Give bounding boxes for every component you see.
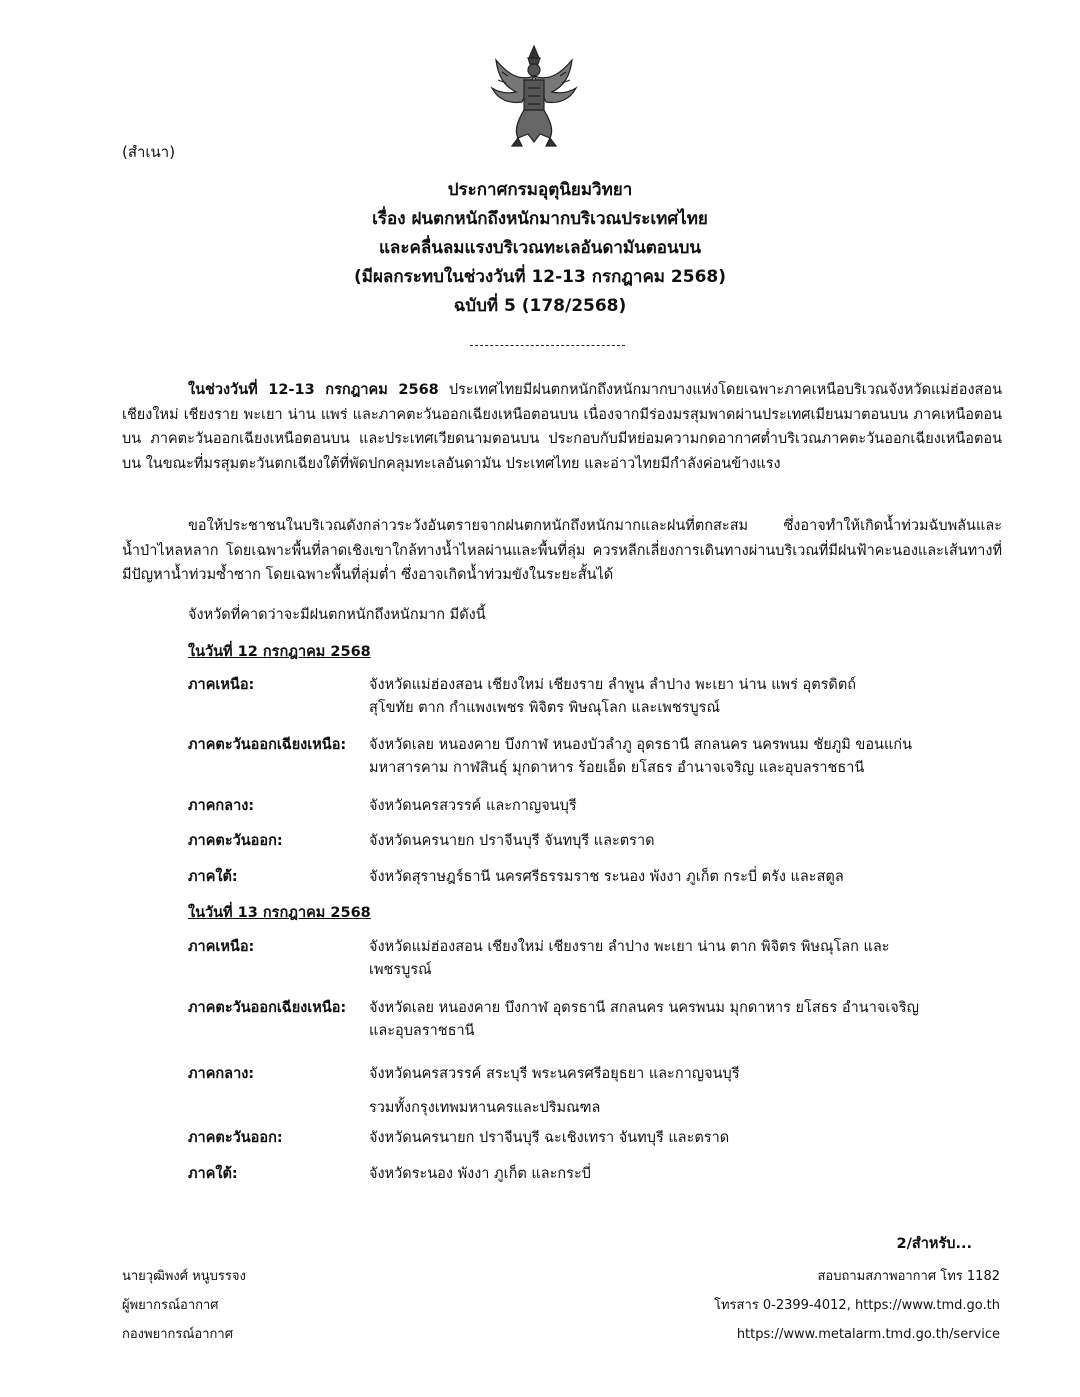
next-page-marker: 2/สำหรับ... [896, 1236, 972, 1252]
region-name: ภาคเหนือ: [188, 939, 255, 955]
title-line: ประกาศกรมอุตุนิยมวิทยา [447, 180, 633, 200]
contact-fax-website: โทรสาร 0-2399-4012, https://www.tmd.go.th [714, 1298, 1000, 1313]
paragraph-situation [122, 378, 1002, 476]
title-line: (มีผลกระทบในช่วงวันที่ 12-13 กรกฎาคม 2568) [353, 267, 727, 287]
region-name: ภาคกลาง: [188, 798, 255, 814]
paragraph-lead: ในช่วงวันที่ 12-13 กรกฎาคม 2568 [188, 382, 439, 398]
contact-service-url[interactable]: https://www.metalarm.tmd.go.th/service [736, 1327, 1000, 1342]
province-line: จังหวัดเลย หนองคาย บึงกาฬ อุดรธานี สกลนคร นครพนม มุกดาหาร ยโสธร อำนาจเจริญ [369, 1000, 919, 1016]
region-name: ภาคตะวันออกเฉียงเหนือ: [188, 737, 347, 753]
region-provinces [369, 674, 989, 720]
forecaster-signature-block [122, 1262, 246, 1349]
copy-note: (สำเนา) [122, 143, 176, 161]
province-line: เพชรบูรณ์ [369, 962, 432, 978]
region-provinces [369, 734, 989, 780]
region-name: ภาคกลาง: [188, 1066, 255, 1082]
day-heading: ในวันที่ 13 กรกฎาคม 2568 [188, 905, 371, 921]
contact-block [714, 1262, 1000, 1349]
region-provinces [369, 795, 989, 818]
province-line: จังหวัดสุราษฎร์ธานี นครศรีธรรมราช ระนอง พังงา ภูเก็ต กระบี่ ตรัง และสตูล [369, 869, 844, 885]
day-heading: ในวันที่ 12 กรกฎาคม 2568 [188, 644, 371, 660]
forecaster-division: กองพยากรณ์อากาศ [122, 1327, 233, 1342]
region-name: ภาคตะวันออก: [188, 833, 283, 849]
title-line: และคลื่นลมแรงบริเวณทะเลอันดามันตอนบน [378, 238, 702, 258]
province-line: รวมทั้งกรุงเทพมหานครและปริมณฑล [369, 1100, 601, 1116]
province-line: จังหวัดแม่ฮ่องสอน เชียงใหม่ เชียงราย ลำปาง พะเยา น่าน ตาก พิจิตร พิษณุโลก และ [369, 939, 890, 955]
province-line: จังหวัดนครนายก ปราจีนบุรี ฉะเชิงเทรา จันทบุรี และตราด [369, 1130, 730, 1146]
title-line: เรื่อง ฝนตกหนักถึงหนักมากบริเวณประเทศไทย [372, 209, 708, 229]
region-name: ภาคใต้: [188, 1166, 238, 1182]
region-name: ภาคตะวันออก: [188, 1130, 283, 1146]
forecaster-name: นายวุฒิพงศ์ หนูบรรจง [122, 1269, 246, 1284]
province-line: จังหวัดนครนายก ปราจีนบุรี จันทบุรี และตราด [369, 833, 655, 849]
region-provinces [369, 936, 989, 982]
region-provinces [369, 1057, 989, 1125]
forecaster-title: ผู้พยากรณ์อากาศ [122, 1298, 219, 1313]
region-provinces [369, 866, 989, 889]
province-line: จังหวัดระนอง พังงา ภูเก็ต และกระบี่ [369, 1166, 591, 1182]
provinces-intro: จังหวัดที่คาดว่าจะมีฝนตกหนักถึงหนักมาก มีดังนี้ [188, 607, 486, 623]
province-line: จังหวัดเลย หนองคาย บึงกาฬ หนองบัวลำภู อุดรธานี สกลนคร นครพนม ชัยภูมิ ขอนแก่น [369, 737, 912, 753]
province-line: จังหวัดนครสวรรค์ และกาญจนบุรี [369, 798, 577, 814]
region-name: ภาคตะวันออกเฉียงเหนือ: [188, 1000, 347, 1016]
paragraph-warning: ขอให้ประชาชนในบริเวณดังกล่าวระวังอันตรายจากฝนตกหนักถึงหนักมากและฝนที่ตกสะสม ซึ่งอาจทำให้เกิดน้ำท่วมฉับพลันและน้ำป่าไหลหลาก โดยเฉพาะพื้นที่ลาดเชิงเขาใกล้ทางน้ำไหลผ่านและพื้นที่ลุ่ม ควรหลีกเลี่ยงการเดินทางผ่านบริเวณที่มีฝนฟ้าคะนองและเส้นทางที่มีปัญหาน้ำท่วมซ้ำซาก โดยเฉพาะพื้นที่ลุ่มต่ำ ซึ่งอาจเกิดน้ำท่วมขังในระยะสั้นได้ [122, 518, 1002, 583]
contact-phone: สอบถามสภาพอากาศ โทร 1182 [817, 1269, 1000, 1284]
region-provinces [369, 830, 989, 853]
paragraph-text: ประเทศไทยมีฝนตกหนักถึงหนักมากบางแห่งโดยเฉพาะภาคเหนือบริเวณจังหวัดแม่ฮ่องสอน เชียงใหม่ เชียงราย พะเยา น่าน แพร่ และภาคตะวันออกเฉียงเหนือตอนบน เนื่องจากมีร่องมรสุมพาดผ่านประเทศเมียนมาตอนบน ภาคเหนือตอนบน ภาคตะวันออกเฉียงเหนือตอนบน และประเทศเวียดนามตอนบน ประกอบกับมีหย่อมความกดอากาศต่ำบริเวณภาคตะวันออกเฉียงเหนือตอนบน ในขณะที่มรสุมตะวันตกเฉียงใต้ที่พัดปกคลุมทะเลอันดามัน ประเทศไทย และอ่าวไทยมีกำลังค่อนข้างแรง [122, 382, 1002, 472]
region-provinces [369, 1163, 989, 1186]
garuda-emblem-icon [488, 42, 580, 152]
province-line: สุโขทัย ตาก กำแพงเพชร พิจิตร พิษณุโลก และเพชรบูรณ์ [369, 700, 720, 716]
region-name: ภาคใต้: [188, 869, 238, 885]
province-line: จังหวัดแม่ฮ่องสอน เชียงใหม่ เชียงราย ลำพูน ลำปาง พะเยา น่าน แพร่ อุตรดิตถ์ [369, 677, 857, 693]
announcement-title [140, 176, 940, 321]
title-divider [470, 345, 625, 346]
province-line: จังหวัดนครสวรรค์ สระบุรี พระนครศรีอยุธยา และกาญจนบุรี [369, 1066, 740, 1082]
province-line: และอุบลราชธานี [369, 1023, 475, 1039]
title-line: ฉบับที่ 5 (178/2568) [453, 296, 627, 316]
region-provinces [369, 1127, 989, 1150]
province-line: มหาสารคาม กาฬสินธุ์ มุกดาหาร ร้อยเอ็ด ยโสธร อำนาจเจริญ และอุบลราชธานี [369, 760, 865, 776]
region-provinces [369, 997, 989, 1043]
region-name: ภาคเหนือ: [188, 677, 255, 693]
